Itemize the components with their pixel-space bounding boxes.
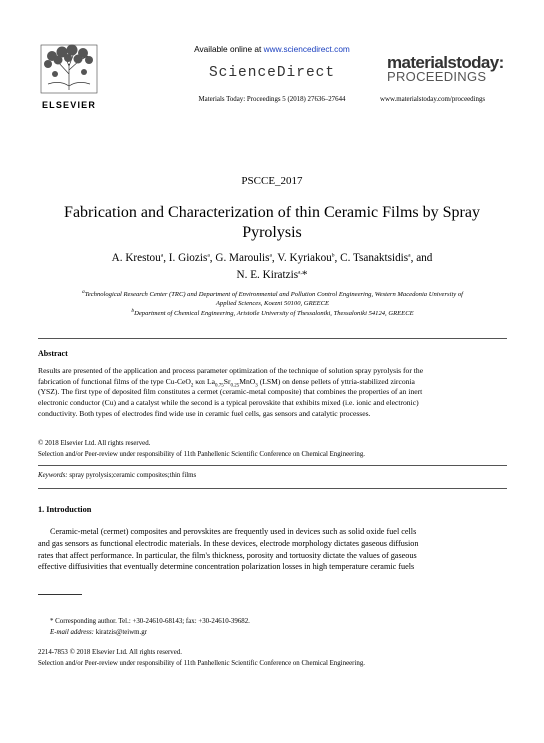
subscript: 0.75 [214, 383, 224, 389]
materialstoday-logo [387, 54, 507, 83]
abstract-line: conductivity. Both types of electrodes find wide use in ceramic fuel cells, gas sensors and catalytic processes. [38, 408, 371, 418]
abstract-review: Selection and/or Peer-review under responsibility of 11th Panhellenic Scientific Conference on Chemical Engineering. [38, 451, 366, 458]
email-footnote [50, 627, 250, 638]
affiliation-a-line2: Applied Sciences, Koezni 50100, GREECE [215, 300, 330, 308]
introduction-body [38, 526, 507, 573]
subscript: 0.25 [230, 383, 240, 389]
sciencedirect-link[interactable]: www.sciencedirect.com [263, 44, 350, 54]
available-online-prefix: Available online at [194, 44, 264, 54]
abstract-text: και La [193, 376, 215, 386]
author-affil-mark: a [207, 252, 210, 259]
keywords [38, 472, 196, 479]
affiliations [38, 290, 507, 318]
affiliation-b [38, 309, 507, 318]
section-heading-introduction: 1. Introduction [38, 505, 92, 514]
corresponding-mark: * [301, 269, 308, 281]
affiliation-b-text: Department of Chemical Engineering, Aristotle University of Thessaloniki, Thessaloniki 54124, GREECE [134, 309, 414, 317]
author-name: , C. Tsanaktsidis [334, 252, 409, 264]
abstract-line: electronic conductor (Cu) and a catalyst while the second is a typical perovskite that exhibits mixed (i.e. ionic and electronic) [38, 398, 419, 408]
divider-top [38, 338, 507, 339]
abstract-text: (LSM) on dense pellets of yttria-stabilized zirconia [257, 376, 415, 386]
author-name: N. E. Kiratzis [236, 269, 299, 281]
paper-title-line1: Fabrication and Characterization of thin Ceramic Films by Spray [64, 204, 480, 221]
author-name: , G. Maroulis [209, 252, 270, 264]
abstract-line [38, 377, 507, 388]
footer-issn: 2214-7853 © 2018 Elsevier Ltd. All rights reserved. [38, 649, 182, 656]
author-affil-mark: a [269, 252, 272, 259]
corresponding-author-footnote: * Corresponding author. Tel.: +30-24610-68143; fax: +30-24610-39682. [50, 618, 250, 625]
author-name: A. Krestou [111, 252, 161, 264]
author-list [0, 250, 544, 284]
abstract-text: Sr [223, 376, 231, 386]
keywords-label: Keywords: [38, 472, 68, 479]
abstract-line: (YSZ). The first type of deposited film constitutes a cermet (ceramic-metal composite) that combines the properties of an inert [38, 387, 423, 397]
page-footer [38, 647, 365, 669]
abstract-heading: Abstract [38, 349, 68, 358]
author-affil-mark: a [408, 252, 411, 259]
author-affil-mark: a [160, 252, 164, 259]
keywords-list: spray pyrolysis;ceramic composites;thin films [67, 472, 197, 479]
footer-review: Selection and/or Peer-review under responsibility of 11th Panhellenic Scientific Conference on Chemical Engineering. [38, 660, 366, 667]
elsevier-wordmark: ELSEVIER [41, 100, 97, 110]
paper-title-line2: Pyrolysis [242, 224, 302, 241]
introduction-line: Ceramic-metal (cermet) composites and perovskites are frequently used in devices such as solid oxide fuel cells [50, 527, 417, 536]
journal-reference: Materials Today: Proceedings 5 (2018) 27636–27644 [198, 96, 346, 103]
abstract-text: fabrication of functional films of the type Cu-CeO [38, 376, 191, 386]
materialstoday-logo-line2: PROCEEDINGS [387, 69, 487, 84]
email-label: E-mail address: [50, 629, 94, 636]
abstract-body [38, 366, 507, 420]
author-name: , V. Kyriakou [271, 252, 332, 264]
paper-title [0, 203, 544, 243]
author-name: , I. Giozis [163, 252, 208, 264]
subscript: 3 [255, 383, 258, 389]
affiliation-a-line1: Technological Research Center (TRC) and Department of Environmental and Pollution Control Engineering, Western Macedonia University of [84, 291, 463, 298]
affiliation-a-label: a [82, 288, 85, 295]
introduction-line: and gas sensors as functional electrodic materials. In these devices, electrode morphology dictates gaseous diffusion [38, 538, 419, 548]
abstract-text: MnO [239, 376, 256, 386]
journal-url[interactable]: www.materialstoday.com/proceedings [380, 96, 486, 103]
author-affil-mark: b [331, 252, 335, 259]
affiliation-a [38, 290, 507, 299]
divider-keywords-bottom [38, 488, 507, 489]
conference-name: PSCCE_2017 [241, 175, 303, 187]
author-affil-mark: a, [298, 269, 302, 276]
footnote-rule [38, 594, 82, 595]
author-name: , and [410, 252, 433, 264]
abstract-line: Results are presented of the application and process parameter optimization of the technique of solution spray pyrolysis for the [38, 366, 424, 375]
divider-keywords-top [38, 465, 507, 466]
abstract-copyright: © 2018 Elsevier Ltd. All rights reserved. [38, 440, 151, 447]
affiliation-b-label: b [131, 307, 135, 314]
materialstoday-logo-line1: materialstoday: [387, 53, 504, 72]
introduction-line: rates that affect performance. In particular, the film's thickness, porosity and tortuosity dictate the values of gaseous [38, 550, 417, 560]
subscript: 2 [190, 383, 194, 389]
introduction-line: effective diffusivities that eventually determine concentration polarization losses in high temperature ceramic fuels [38, 562, 415, 572]
footnote [50, 616, 250, 638]
email-address[interactable]: kiratzis@teiwm.gr [93, 629, 148, 636]
sciencedirect-wordmark: ScienceDirect [208, 65, 336, 81]
